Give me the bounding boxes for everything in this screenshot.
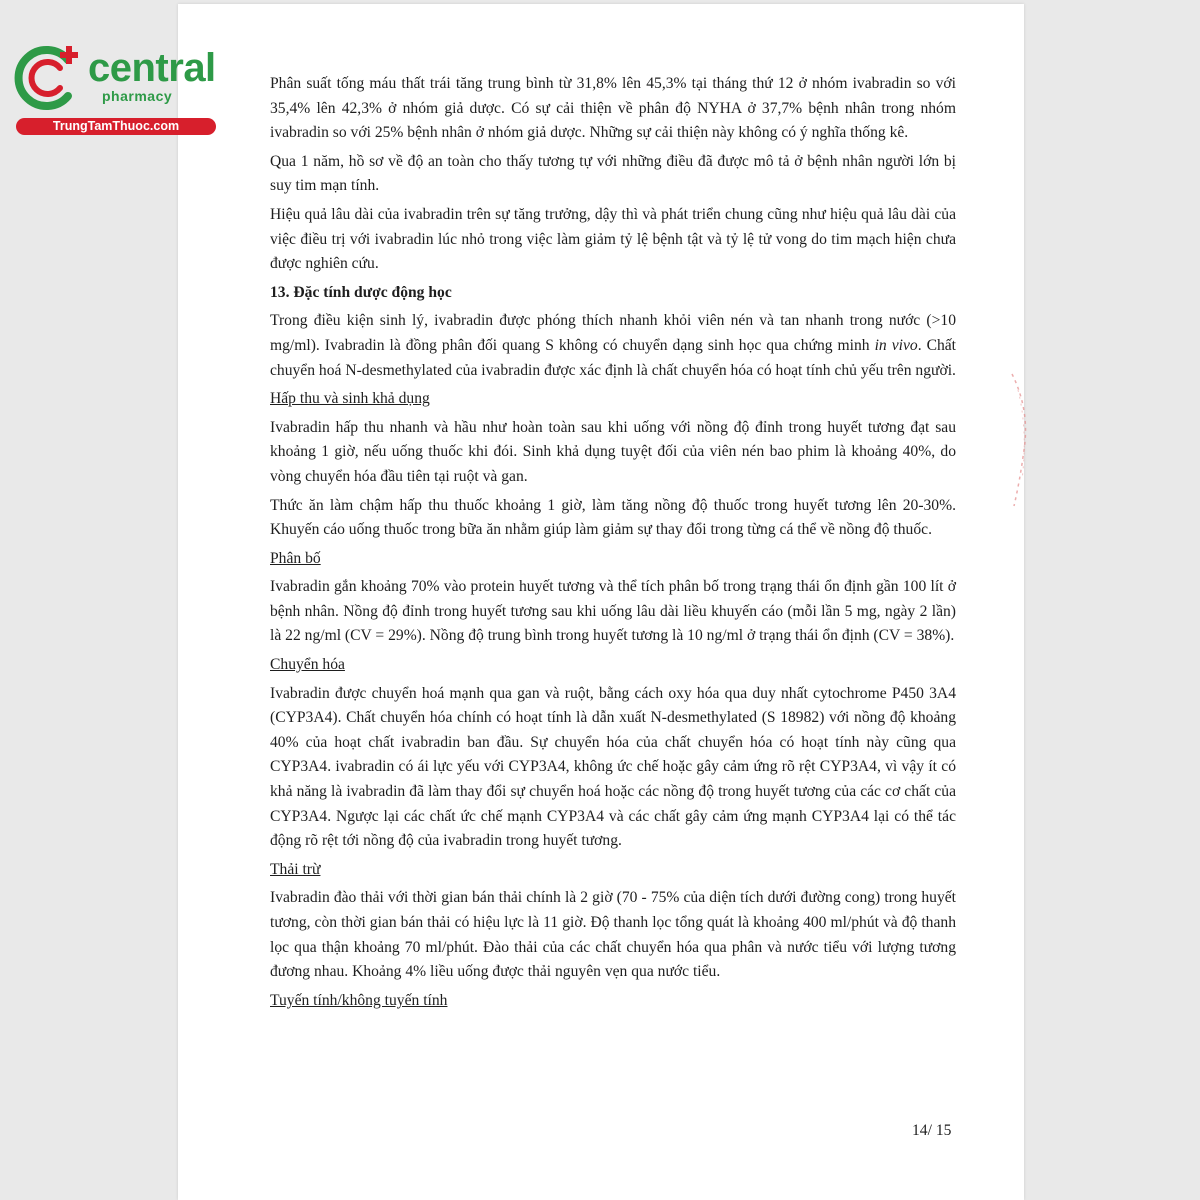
paragraph: Thức ăn làm chậm hấp thu thuốc khoảng 1 giờ, làm tăng nồng độ thuốc trong huyết tương lên 20-30%. Khuyến cáo uống thuốc trong bữa ăn nhằm giúp làm giảm sự thay đổi trong từng cá thể về nồng độ thuốc. xyxy=(270,496,956,539)
paragraph: Ivabradin được chuyển hoá mạnh qua gan và ruột, bằng cách oxy hóa qua duy nhất cytochrome P450 3A4 (CYP3A4). Chất chuyển hóa chính có hoạt tính là dẫn xuất N-desmethylated (S 18982) với nồng độ khoảng 40% của hoạt chất ivabradin ban đầu. Sự chuyển hóa của chất chuyển hóa có hoạt tính này cũng qua CYP3A4. ivabradin có ái lực yếu với CYP3A4, không ức chế hoặc gây cảm ứng rõ rệt CYP3A4, vì vậy ít có khả năng là ivabradin đã làm thay đổi sự chuyển hoá hoặc các nồng độ trong huyết tương của các cơ chất của CYP3A4. Ngược lại các chất ức chế mạnh CYP3A4 và các chất gây cảm ứng mạnh CYP3A4 lại có thể tác động rõ rệt tới nồng độ của ivabradin trong huyết tương. xyxy=(270,684,956,850)
subsection-title: Tuyến tính/không tuyến tính xyxy=(270,991,448,1009)
subsection-title: Hấp thu và sinh khả dụng xyxy=(270,390,430,408)
subsection-title: Chuyển hóa xyxy=(270,656,345,674)
paragraph: Qua 1 năm, hồ sơ về độ an toàn cho thấy tương tự với những điều đã được mô tả ở bệnh nhân người lớn bị suy tim mạn tính. xyxy=(270,152,956,195)
paragraph: Trong điều kiện sinh lý, ivabradin được phóng thích nhanh khỏi viên nén và tan nhanh trong nước (>10 mg/ml). Ivabradin là đồng phân đối quang S không có chuyển dạng sinh học qua chứng minh in vivo. Chất chuyển hoá N-desmethylated của ivabradin được xác định là chất chuyển hóa có hoạt tính chủ yếu trên người. xyxy=(270,312,957,379)
logo-subtitle: pharmacy xyxy=(102,88,173,104)
subsection-title: Phân bố xyxy=(270,549,321,567)
section-heading: 13. Đặc tính dược động học xyxy=(270,283,452,301)
subsection-title: Thải trừ xyxy=(270,860,321,878)
paragraph: Phân suất tống máu thất trái tăng trung bình từ 31,8% lên 45,3% tại tháng thứ 12 ở nhóm ivabradin so với 35,4% lên 42,3% ở nhóm giả dược. Có sự cải thiện về phân độ NYHA ở 37,7% bệnh nhân trong nhóm ivabradin so với 25% bệnh nhân ở nhóm giả dược. Những sự cải thiện này không có ý nghĩa thống kê. xyxy=(270,75,956,142)
paragraph: Hiệu quả lâu dài của ivabradin trên sự tăng trưởng, dậy thì và phát triển chung cũng như hiệu quả lâu dài của việc điều trị với ivabradin lúc nhỏ trong việc làm giảm tỷ lệ bệnh tật và tỷ lệ tử vong do tim mạch hiện chưa được nghiên cứu. xyxy=(270,205,956,273)
paragraph: Ivabradin gắn khoảng 70% vào protein huyết tương và thể tích phân bố trong trạng thái ổn định gần 100 lít ở bệnh nhân. Nồng độ đỉnh trong huyết tương sau khi uống lâu dài liều khuyến cáo (mỗi lần 5 mg, ngày 2 lần) là 22 ng/ml (CV = 29%). Nồng độ trung bình trong huyết tương là 10 ng/ml ở trạng thái ổn định (CV = 38%). xyxy=(270,578,956,645)
paragraph: Ivabradin hấp thu nhanh và hầu như hoàn toàn sau khi uống với nồng độ đỉnh trong huyết tương đạt sau khoảng 1 giờ, nếu uống thuốc khi đói. Sinh khả dụng tuyệt đối của viên nén bao phim là khoảng 40%, do vòng chuyển hóa đầu tiên tại ruột và gan. xyxy=(270,418,956,485)
paragraph: Ivabradin đào thải với thời gian bán thải chính là 2 giờ (70 - 75% của diện tích dưới đường cong) trong huyết tương, còn thời gian bán thải có hiệu lực là 11 giờ. Độ thanh lọc tổng quát là khoảng 400 ml/phút và độ thanh lọc qua thận khoảng 70 ml/phút. Đào thải của các chất chuyển hóa qua phân và nước tiểu với lượng tương đương nhau. Khoảng 4% liều uống được thải nguyên vẹn qua nước tiểu. xyxy=(270,889,956,981)
page-number: 14/ 15 xyxy=(912,1122,952,1139)
red-stamp-mark xyxy=(1000,370,1030,510)
pharmacy-logo-icon xyxy=(10,38,90,116)
logo-name: central xyxy=(88,46,216,90)
logo-website: TrungTamThuoc.com xyxy=(16,118,216,135)
document-body xyxy=(270,72,956,1017)
pharmacy-logo xyxy=(10,38,220,138)
